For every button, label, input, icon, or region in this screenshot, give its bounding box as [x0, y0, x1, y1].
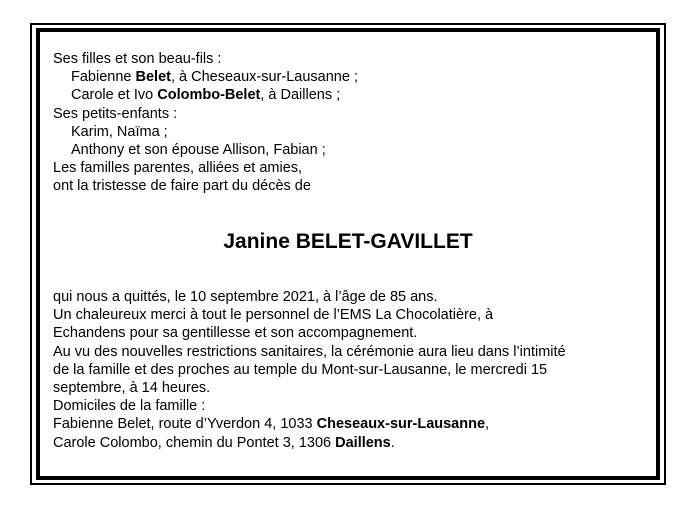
daughters-heading: Ses filles et son beau-fils :	[53, 51, 222, 67]
detail-line-5: de la famille et des proches au temple du Mont-sur-Lausanne, le mercredi 15	[53, 361, 548, 378]
daughter-line-2	[53, 86, 358, 104]
grandchildren-line-1: Karim, Naïma ;	[71, 123, 168, 140]
announcement-line: ont la tristesse de faire part du décès de	[53, 178, 311, 195]
detail-line-2: Un chaleureux merci à tout le personnel de l’EMS La Chocolatière, à	[53, 307, 494, 324]
detail-line-7: Domiciles de la famille :	[53, 398, 206, 415]
detail-line-4: Au vu des nouvelles restrictions sanitaires, la cérémonie aura lieu dans l’intimité	[53, 343, 566, 360]
daughter-1-suffix: , à Cheseaux-sur-Lausanne ;	[170, 69, 358, 86]
notice-details	[53, 288, 566, 452]
address-2-suffix: .	[390, 434, 395, 451]
daughter-1-surname: Belet	[135, 69, 171, 86]
address-1-suffix: ,	[485, 416, 490, 433]
family-intro	[53, 50, 358, 196]
address-line-1	[53, 415, 566, 433]
relatives-line: Les familles parentes, alliées et amies,	[53, 160, 303, 177]
address-1-prefix: Fabienne Belet, route d’Yverdon 4, 1033	[53, 416, 317, 433]
grandchildren-heading: Ses petits-enfants :	[53, 105, 178, 122]
daughter-2-prefix: Carole et Ivo	[71, 87, 158, 104]
detail-line-6: septembre, à 14 heures.	[53, 380, 211, 397]
deceased-name: Janine BELET-GAVILLET	[223, 230, 473, 253]
daughter-2-surname: Colombo-Belet	[157, 87, 261, 104]
address-line-2	[53, 434, 566, 452]
grandchildren-line-2: Anthony et son épouse Allison, Fabian ;	[71, 142, 326, 159]
address-2-prefix: Carole Colombo, chemin du Pontet 3, 1306	[53, 434, 336, 451]
address-2-city: Daillens	[335, 434, 391, 451]
daughter-1-prefix: Fabienne	[71, 69, 136, 86]
daughter-line-1	[53, 68, 358, 86]
detail-line-1: qui nous a quittés, le 10 septembre 2021, à l’âge de 85 ans.	[53, 289, 438, 305]
detail-line-3: Echandens pour sa gentillesse et son accompagnement.	[53, 325, 418, 342]
daughter-2-suffix: , à Daillens ;	[260, 87, 341, 104]
address-1-city: Cheseaux-sur-Lausanne	[316, 416, 486, 433]
